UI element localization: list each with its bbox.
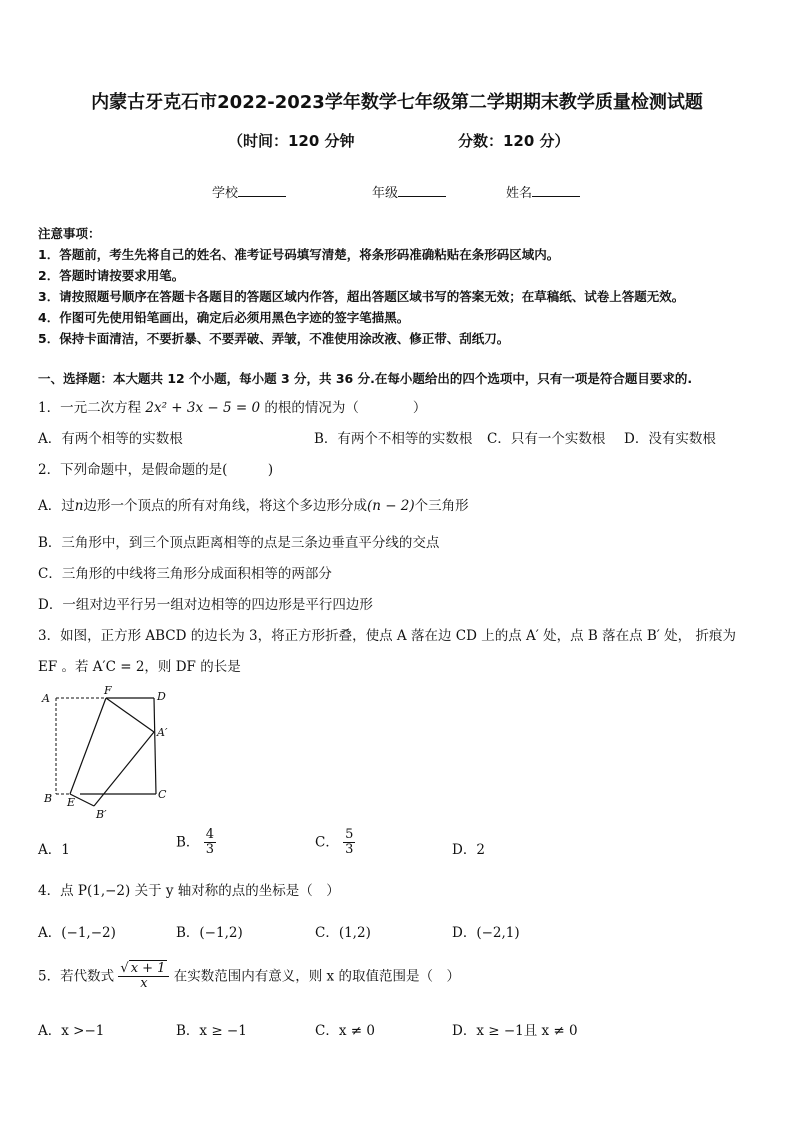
question-5-stem [38, 962, 460, 992]
q5-radicand: x + 1 [130, 961, 166, 976]
notes-heading: 注意事项： [38, 226, 101, 241]
q5-stem-text-2: 在实数范围内有意义，则 x 的取值范围是（ ） [173, 968, 460, 985]
q1-stem-text-2: 的根的情况为（ ） [264, 400, 427, 416]
note-item: 1．答题前，考生先将自己的姓名、准考证号码填写清楚，将条形码准确粘贴在条形码区域内。 [38, 247, 560, 262]
page-title: 内蒙古牙克石市2022-2023学年数学七年级第二学期期末教学质量检测试题 [91, 92, 703, 113]
q1-stem-text: 1．一元二次方程 [38, 400, 142, 416]
q4-option-d: D．(−2,1) [452, 925, 520, 941]
q2-a-text-3: 个三角形 [414, 498, 469, 514]
q5-option-d: D．x ≥ −1且 x ≠ 0 [452, 1023, 578, 1039]
q3-b-den: 3 [205, 842, 214, 858]
fold-line-ef [70, 698, 106, 794]
school-label: 学校 [212, 186, 239, 201]
q5-frac-den: x [140, 976, 148, 992]
q3-b-label: B． [176, 834, 200, 851]
name-label: 姓名 [506, 186, 533, 201]
q3-option-d: D．2 [452, 842, 485, 858]
q5-option-b: B．x ≥ −1 [176, 1023, 247, 1039]
q3-b-num: 4 [205, 827, 214, 842]
name-blank [532, 184, 580, 197]
q2-option-c: C．三角形的中线将三角形分成面积相等的两部分 [38, 566, 332, 582]
q3-c-den: 3 [345, 842, 354, 858]
q1-equation: 2x² + 3x − 5 = 0 [145, 400, 261, 416]
label-b: B [44, 792, 53, 805]
q5-fraction [118, 962, 169, 992]
school-field [212, 182, 286, 201]
q4-option-b: B．(−1,2) [176, 925, 243, 941]
grade-label: 年级 [372, 186, 399, 201]
edge-a2b2 [94, 732, 154, 806]
q4-option-a: A．(−1,−2) [38, 925, 116, 941]
note-item: 5．保持卡面清洁，不要折暴、不要弄破、弄皱，不准使用涂改液、修正带、刮纸刀。 [38, 331, 510, 346]
label-a-prime: A′ [157, 726, 168, 739]
q2-a-text-2: 边形一个顶点的所有对角线，将这个多边形分成 [83, 498, 367, 514]
label-c: C [158, 788, 167, 801]
q5-option-c: C．x ≠ 0 [315, 1023, 375, 1039]
name-field [506, 182, 580, 201]
question-4-stem: 4．点 P(1,−2) 关于 y 轴对称的点的坐标是（ ） [38, 883, 340, 899]
q1-option-c: C．只有一个实数根 [487, 431, 606, 447]
school-blank [238, 184, 286, 197]
edge-dc [154, 698, 156, 794]
label-d: D [157, 690, 166, 703]
label-e: E [67, 796, 76, 809]
q5-frac-num: √ x + 1 [118, 962, 169, 977]
q2-option-d: D．一组对边平行另一组对边相等的四边形是平行四边形 [38, 597, 373, 613]
label-b-prime: B′ [96, 808, 107, 821]
q2-a-var: n [74, 498, 84, 514]
label-f: F [104, 684, 112, 697]
q4-option-c: C．(1,2) [315, 925, 371, 941]
q1-option-a: A．有两个相等的实数根 [38, 431, 183, 447]
q3-c-fraction [343, 828, 355, 858]
edge-fa2 [106, 698, 154, 732]
question-3-stem-line2: EF 。若 A′C = 2，则 DF 的长是 [38, 659, 241, 675]
q5-option-a: A．x >−1 [38, 1023, 105, 1039]
q2-a-text: A．过 [38, 498, 75, 514]
q1-option-d: D．没有实数根 [624, 431, 716, 447]
q2-a-expr: (n − 2) [366, 498, 415, 514]
q5-stem-text: 5．若代数式 [38, 968, 115, 985]
question-3-stem-line1: 3．如图，正方形 ABCD 的边长为 3，将正方形折叠，使点 A 落在边 CD 上的点 A′ 处，点 B 落在点 B′ 处， 折痕为 [38, 628, 736, 644]
q3-option-c [315, 828, 355, 858]
note-item: 2．答题时请按要求用笔。 [38, 268, 185, 283]
exam-time: （时间：120 分钟 [228, 132, 355, 150]
grade-field [372, 182, 446, 201]
note-item: 4．作图可先使用铅笔画出，确定后必须用黑色字迹的签字笔描黑。 [38, 310, 410, 325]
q3-figure [38, 684, 178, 824]
note-item: 3．请按照题号顺序在答题卡各题目的答题区域内作答，超出答题区域书写的答案无效；在草稿纸、试卷上答题无效。 [38, 289, 685, 304]
q2-option-a [38, 494, 469, 514]
q3-option-a: A．1 [38, 842, 70, 858]
q3-c-num: 5 [345, 827, 354, 842]
grade-blank [398, 184, 446, 197]
section-heading: 一、选择题：本大题共 12 个小题，每小题 3 分，共 36 分.在每小题给出的四个选项中，只有一项是符合题目要求的. [38, 371, 693, 386]
q3-c-label: C． [315, 834, 339, 851]
label-a: A [42, 692, 50, 705]
question-2-stem: 2．下列命题中，是假命题的是( ) [38, 462, 274, 478]
q3-b-fraction [204, 828, 216, 858]
exam-score: 分数：120 分） [458, 132, 570, 150]
q3-option-b [176, 828, 216, 858]
q2-option-b: B．三角形中，到三个顶点距离相等的点是三条边垂直平分线的交点 [38, 535, 440, 551]
question-1-stem [38, 396, 426, 416]
q1-option-b: B．有两个不相等的实数根 [314, 431, 473, 447]
